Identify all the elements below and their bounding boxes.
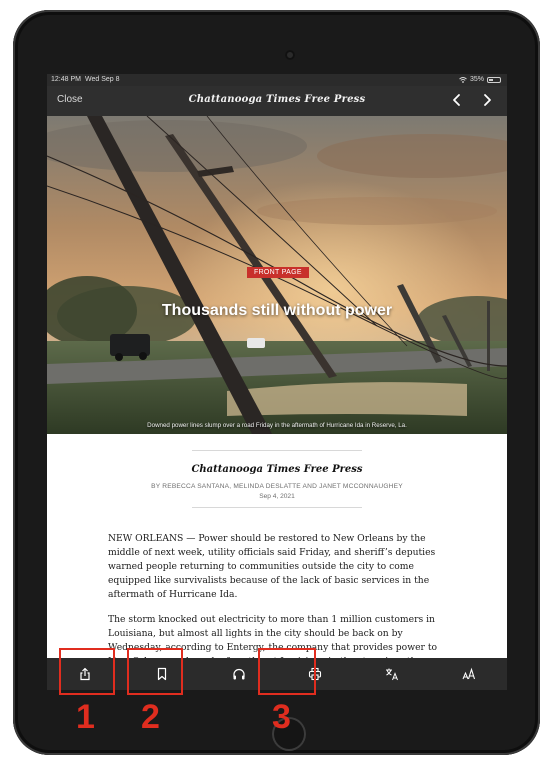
listen-button[interactable] xyxy=(228,663,250,685)
publication-logo: Chattanooga Times Free Press xyxy=(191,464,363,475)
photo-caption: Downed power lines slump over a road Friday in the aftermath of Hurricane Ida in Reserve, La. xyxy=(147,422,407,429)
status-bar xyxy=(47,74,507,86)
divider xyxy=(192,507,362,508)
article-date: Sep 4, 2021 xyxy=(259,493,295,500)
callout-number: 1 xyxy=(76,698,95,736)
callout-box-bookmark xyxy=(127,648,183,695)
translate-button[interactable] xyxy=(381,663,403,685)
status-time: 12:48 PM xyxy=(51,76,81,83)
text-size-button[interactable] xyxy=(458,663,480,685)
section-badge: FRONT PAGE xyxy=(247,267,309,278)
battery-icon xyxy=(487,77,501,83)
callout-box-print xyxy=(258,648,316,695)
callout-number: 2 xyxy=(141,698,160,736)
headphones-icon xyxy=(232,667,246,681)
article-paragraph: NEW ORLEANS — Power should be restored to New Orleans by the middle of next week, utility officials said Friday, and sheriff’s deputies warned people returning to communities outside the city to come equipped like survivalists because of the lack of basic services in the aftermath of Hurricane Ida. xyxy=(108,533,436,600)
status-indicators xyxy=(459,76,501,83)
callout-number: 3 xyxy=(272,698,291,736)
status-date: Wed Sep 8 xyxy=(85,76,120,83)
masthead-logo: Chattanooga Times Free Press xyxy=(188,94,366,105)
chevron-right-icon[interactable] xyxy=(479,92,495,108)
wifi-icon xyxy=(459,77,467,83)
article-byline: BY REBECCA SANTANA, MELINDA DESLATTE AND JANET MCCONNAUGHEY xyxy=(151,483,403,490)
translate-icon xyxy=(385,667,399,681)
article-headline: Thousands still without power xyxy=(161,302,393,319)
close-button[interactable]: Close xyxy=(57,94,83,105)
top-nav-bar xyxy=(47,86,507,116)
divider xyxy=(192,450,362,451)
article-paragraph: The storm knocked out electricity to more than 1 million customers in Louisiana, but almost all lights in the city should be back on by Wednesday, according to Entergy, the company that provides power to xyxy=(108,614,438,653)
text-size-icon xyxy=(462,667,476,681)
callout-box-share xyxy=(59,648,115,695)
chevron-left-icon[interactable] xyxy=(449,92,465,108)
battery-percent: 35% xyxy=(469,76,484,83)
front-camera xyxy=(285,50,295,60)
hero-image xyxy=(47,116,507,434)
screen xyxy=(47,74,507,690)
